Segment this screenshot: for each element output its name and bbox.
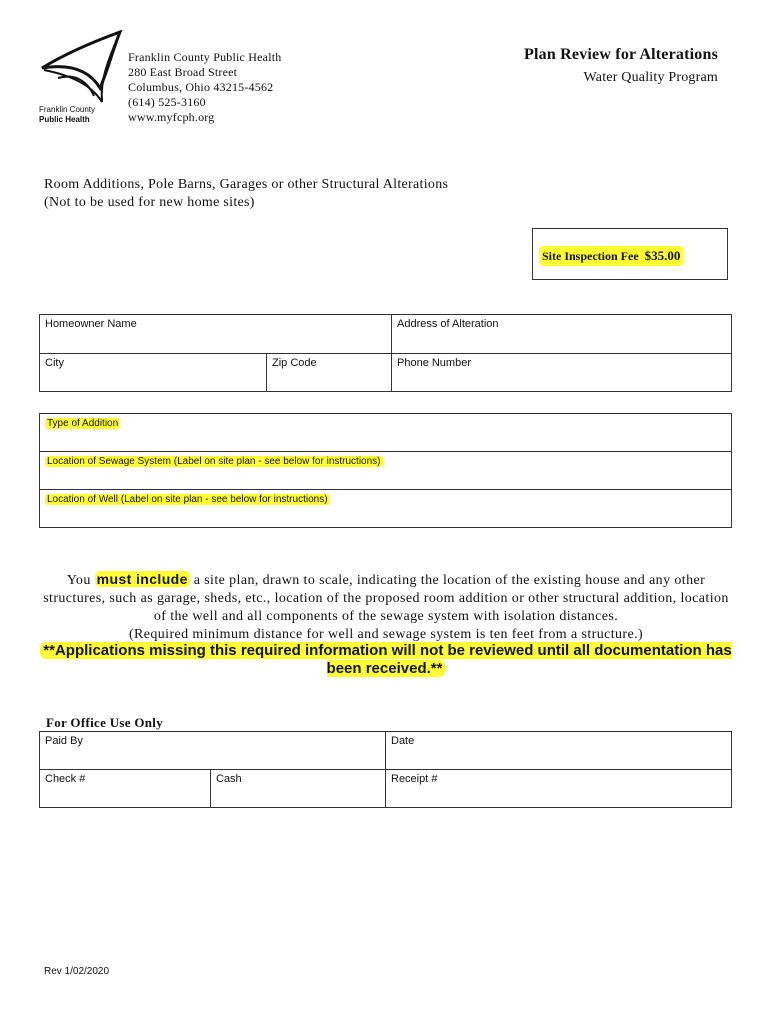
logo-text bbox=[39, 105, 95, 125]
subtitle-line2: (Not to be used for new home sites) bbox=[44, 195, 255, 210]
website-link[interactable]: www.myfcph.org bbox=[128, 110, 215, 124]
well-location-label: Location of Well (Label on site plan - see below for instructions) bbox=[47, 494, 328, 505]
sewage-location-label: Location of Sewage System (Label on site plan - see below for instructions) bbox=[47, 456, 381, 467]
cash-label: Cash bbox=[216, 773, 242, 785]
receipt-label: Receipt # bbox=[391, 773, 438, 785]
site-plan-instructions bbox=[36, 570, 736, 644]
homeowner-table bbox=[39, 314, 732, 392]
zip-label: Zip Code bbox=[272, 357, 317, 369]
office-use-heading: For Office Use Only bbox=[46, 715, 164, 730]
addition-table bbox=[39, 413, 732, 528]
instructions-you: You bbox=[66, 573, 95, 588]
type-of-addition-label: Type of Addition bbox=[47, 418, 119, 429]
fcph-logo bbox=[38, 30, 124, 104]
paid-by-field[interactable] bbox=[40, 732, 386, 770]
missing-info-warning bbox=[36, 642, 736, 678]
sewage-location-field[interactable] bbox=[40, 452, 732, 490]
paid-by-label: Paid By bbox=[45, 735, 83, 747]
form-title: Plan Review for Alterations bbox=[524, 46, 718, 63]
revision-date: Rev 1/02/2020 bbox=[44, 966, 110, 977]
receipt-field[interactable] bbox=[386, 770, 732, 808]
required-distance-note: (Required minimum distance for well and sewage system is ten feet from a structure.) bbox=[128, 627, 644, 642]
fee-box bbox=[532, 228, 728, 280]
phone-label: Phone Number bbox=[397, 357, 471, 369]
phone: (614) 525-3160 bbox=[128, 95, 206, 109]
cash-field[interactable] bbox=[211, 770, 386, 808]
city-field[interactable] bbox=[40, 354, 267, 392]
city-state-zip: Columbus, Ohio 43215-4562 bbox=[128, 80, 274, 94]
check-label: Check # bbox=[45, 773, 86, 785]
form-title-block bbox=[524, 46, 718, 86]
instructions-body: a site plan, drawn to scale, indicating the location of the existing house and any other structures, such as garage, sheds, etc., location of the proposed room addition or other structural addition, location of the well and all components of the sewage system with isolation distances. bbox=[43, 573, 729, 624]
homeowner-name-field[interactable] bbox=[40, 315, 392, 354]
well-location-field[interactable] bbox=[40, 490, 732, 528]
date-label: Date bbox=[391, 735, 415, 747]
fee-label bbox=[539, 246, 683, 266]
subtitle-line1: Room Additions, Pole Barns, Garages or other Structural Alterations bbox=[44, 177, 449, 192]
contact-block bbox=[128, 50, 281, 125]
date-field[interactable] bbox=[386, 732, 732, 770]
address-field[interactable] bbox=[392, 315, 732, 354]
warning-text: **Applications missing this required information will not be reviewed until all documentation has been received.** bbox=[40, 642, 731, 677]
logo-text-line2: Public Health bbox=[39, 115, 90, 124]
office-use-table bbox=[39, 731, 732, 808]
type-of-addition-field[interactable] bbox=[40, 414, 732, 452]
phone-field[interactable] bbox=[392, 354, 732, 392]
program-name: Water Quality Program bbox=[583, 70, 718, 85]
org-name: Franklin County Public Health bbox=[128, 50, 282, 64]
logo-text-line1: Franklin County bbox=[39, 105, 96, 114]
city-label: City bbox=[45, 357, 64, 369]
fee-amount: $35.00 bbox=[644, 248, 681, 263]
homeowner-name-label: Homeowner Name bbox=[45, 318, 137, 330]
check-field[interactable] bbox=[40, 770, 211, 808]
form-subtitle bbox=[44, 176, 448, 212]
address-label: Address of Alteration bbox=[397, 318, 499, 330]
fee-text: Site Inspection Fee bbox=[542, 249, 639, 263]
street-address: 280 East Broad Street bbox=[128, 65, 238, 79]
must-include-highlight: must include bbox=[96, 571, 188, 587]
zip-field[interactable] bbox=[267, 354, 392, 392]
